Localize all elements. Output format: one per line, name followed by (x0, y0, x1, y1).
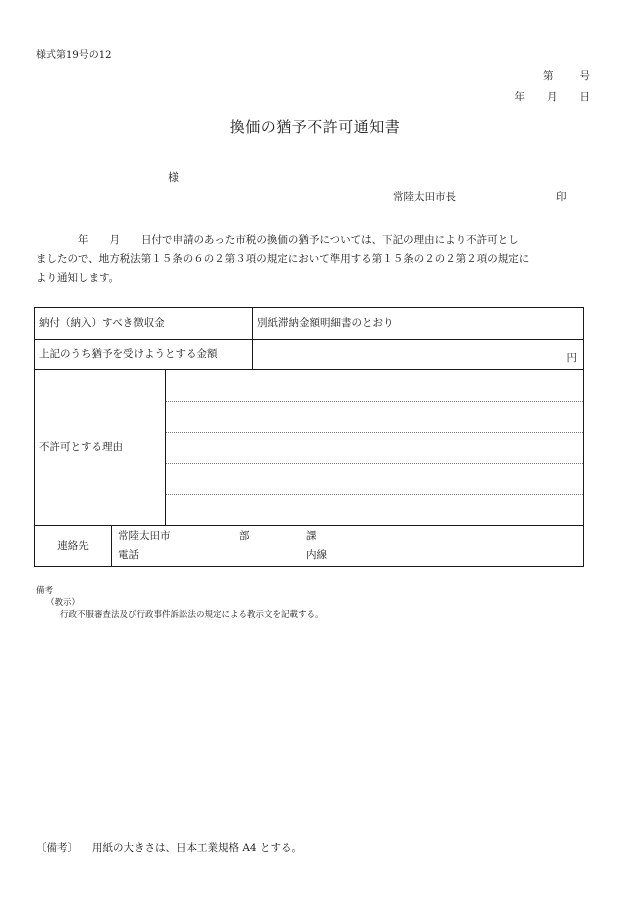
reason-writing-area (166, 370, 584, 526)
contact-details (112, 526, 584, 567)
notes-heading: 備考 (36, 586, 54, 596)
contact-label: 連絡先 (35, 526, 112, 567)
form-number: 様式第19号の12 (36, 50, 112, 61)
ref-dai: 第 (543, 70, 554, 82)
details-table (34, 307, 584, 567)
body-line-1: 年 月 日付で申請のあった市税の換価の猶予については、下記の理由により不許可とし (36, 234, 519, 246)
reason-label: 不許可とする理由 (35, 370, 166, 526)
table-row (35, 370, 584, 526)
reference-number-line (543, 70, 590, 83)
notice-body (36, 231, 594, 288)
body-line-2: ましたので、地方税法第１５条の６の２第３項の規定において準用する第１５条の２の２第２項の規定に (36, 253, 530, 265)
deferral-amount-label: 上記のうち猶予を受けようとする金額 (35, 340, 253, 370)
date-year: 年 (514, 91, 525, 103)
date-day: 日 (579, 91, 590, 103)
body-line-3: より通知します。 (36, 272, 120, 284)
reason-line (166, 464, 583, 495)
footer-note (36, 842, 302, 855)
deferral-amount-value (253, 340, 584, 370)
amount-due-value: 別紙滞納金額明細書のとおり (253, 308, 584, 340)
contact-phone: 電話 (118, 549, 139, 561)
issuer-name: 常陸太田市長 (393, 191, 456, 203)
notes-text: 行政不服審査法及び行政事件訴訟法の規定による教示文を記載する。 (60, 610, 324, 620)
notes-section (36, 585, 324, 621)
reason-line (166, 433, 583, 464)
date-month: 月 (547, 91, 558, 103)
reason-line (166, 495, 583, 524)
document-title: 換価の猶予不許可通知書 (229, 118, 401, 136)
addressee-suffix: 様 (168, 171, 179, 184)
ref-go: 号 (579, 70, 590, 82)
footer-label: 〔備考〕 (36, 842, 78, 854)
reason-line (166, 371, 583, 402)
amount-due-label: 納付（納入）すべき徴収金 (35, 308, 253, 340)
table-row (35, 526, 584, 567)
reason-line (166, 402, 583, 433)
contact-dept: 部 (239, 530, 250, 542)
table-row (35, 308, 584, 340)
seal-mark: 印 (556, 191, 567, 203)
contact-extension: 内線 (306, 549, 327, 561)
contact-section: 課 (306, 530, 317, 542)
yen-unit: 円 (566, 352, 577, 365)
table-row (35, 340, 584, 370)
notes-subheading: （教示） (46, 598, 81, 608)
contact-city: 常陸太田市 (118, 530, 171, 542)
footer-text: 用紙の大きさは、日本工業規格 A4 とする。 (92, 842, 302, 854)
issue-date-line (515, 91, 591, 104)
